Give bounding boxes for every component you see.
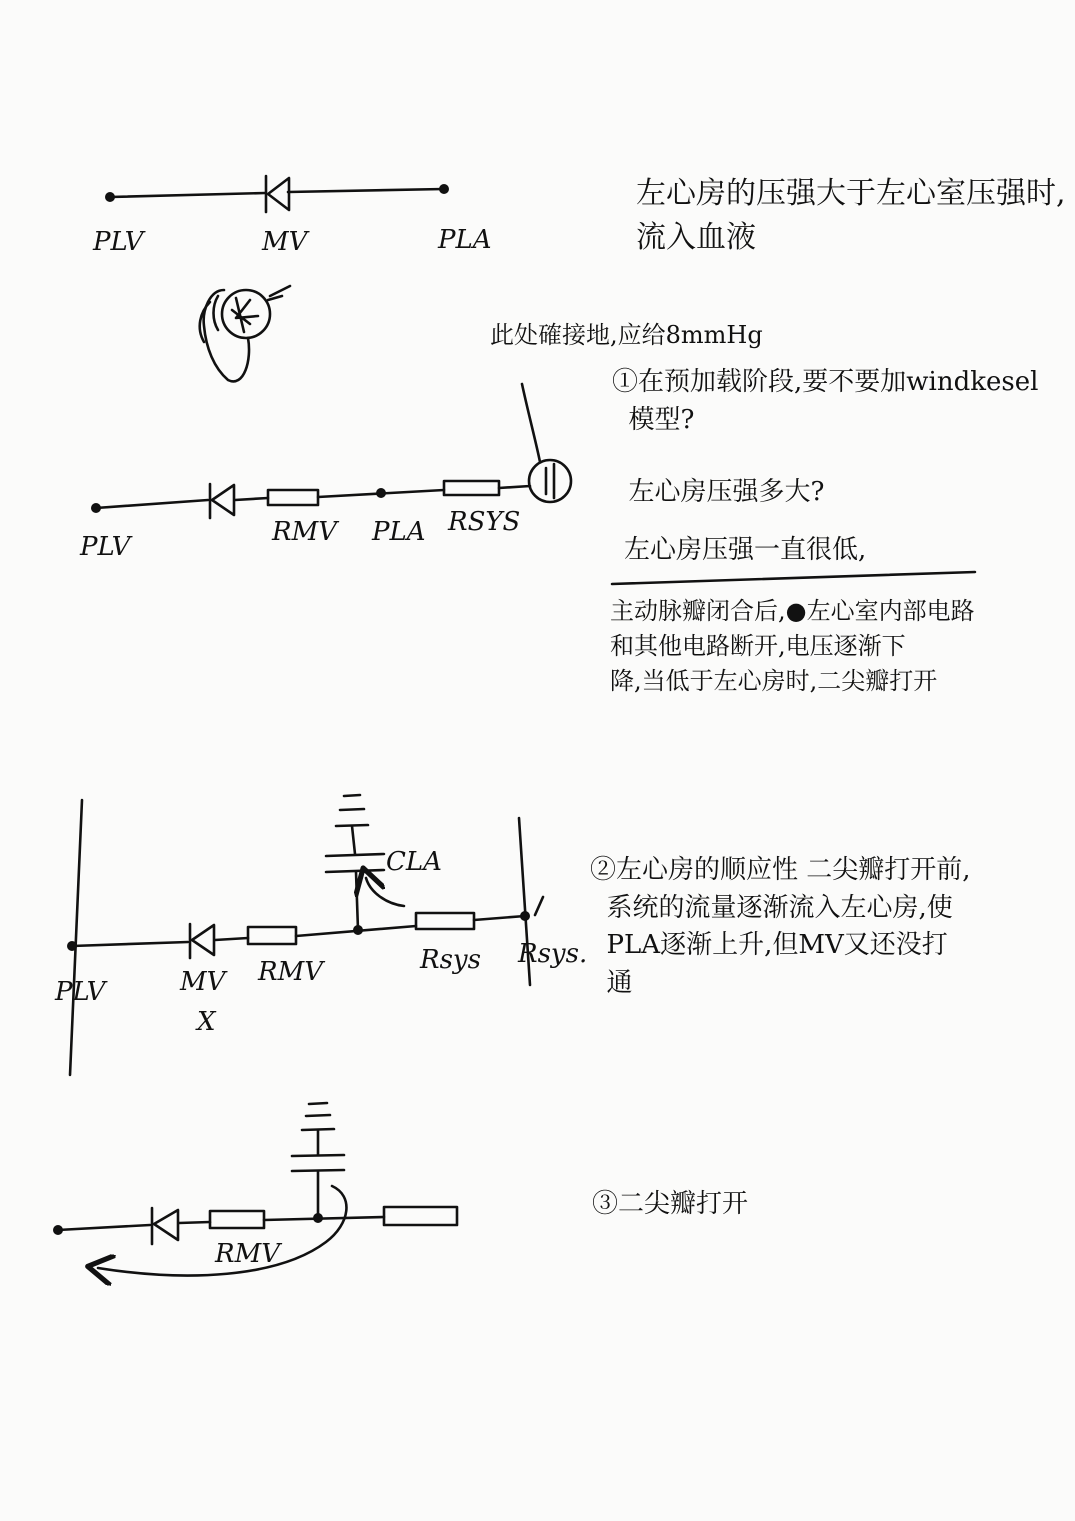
note-ground: 此处確接地,应给8mmHg	[490, 321, 763, 349]
resistor-rsys-icon	[416, 913, 474, 929]
node-dot	[314, 1214, 323, 1223]
wire	[58, 1225, 150, 1230]
tick-mark	[535, 897, 543, 915]
left-rail	[70, 800, 82, 1075]
diagram-1	[92, 176, 492, 257]
capacitor-icon	[292, 1103, 344, 1218]
divider-underline	[612, 572, 975, 584]
node-dot	[440, 185, 449, 194]
resistor-rmv-icon	[210, 1211, 264, 1228]
wire	[72, 942, 188, 946]
wire	[235, 498, 268, 500]
note-question-1: ①在预加载阶段,要不要加windkesel 模型?	[612, 367, 1039, 435]
node-dot	[521, 912, 530, 921]
wire	[215, 938, 248, 940]
diagram-3	[54, 795, 587, 1075]
capacitor-cla-icon	[326, 795, 384, 930]
wire	[474, 916, 525, 920]
label-rsys: Rsys	[420, 945, 481, 975]
node-dot	[92, 504, 101, 513]
voltage-source-icon	[529, 460, 571, 502]
callout-line	[522, 384, 540, 462]
mitral-valve-diode-icon	[266, 176, 289, 212]
label-rmv: RMV	[258, 957, 323, 987]
label-plv: PLV	[55, 977, 106, 1007]
node-dot	[106, 193, 115, 202]
note-diagram-4: ③二尖瓣打开	[592, 1189, 749, 1219]
label-pla: PLA	[372, 517, 426, 547]
label-x-mark: X	[197, 1007, 216, 1037]
label-plv: PLV	[80, 532, 131, 562]
label-rmv: RMV	[272, 517, 337, 547]
wire	[179, 1222, 210, 1223]
label-rmv: RMV	[215, 1239, 280, 1269]
note-diagram-3: ②左心房的顺应性 二尖瓣打开前, 系统的流量逐渐流入左心房,使 PLA逐渐上升,但MV又还没打 通	[590, 855, 971, 999]
mitral-valve-diode-icon	[152, 1208, 178, 1244]
node-dot	[354, 926, 363, 935]
diagram-4	[54, 1103, 458, 1275]
resistor-rsys-icon	[444, 481, 499, 495]
label-mv: MV	[262, 227, 308, 257]
resistor-rsys-icon	[384, 1207, 457, 1225]
note-diagram-1: 左心房的压强大于左心室压强时, 流入血液	[636, 176, 1066, 255]
label-mv: MV	[180, 967, 226, 997]
mitral-valve-diode-icon	[190, 924, 214, 958]
note-answer-1: 左心房压强一直很低,	[624, 535, 867, 565]
node-dot	[54, 1226, 63, 1235]
node-dot	[68, 942, 77, 951]
scribble-doodle	[200, 286, 290, 381]
wire	[499, 486, 530, 488]
node-dot	[377, 489, 386, 498]
resistor-rmv-icon	[268, 490, 318, 505]
wire	[96, 500, 208, 508]
mitral-valve-diode-icon	[210, 484, 234, 518]
wire	[264, 1217, 384, 1220]
resistor-rmv-icon	[248, 927, 296, 944]
note-question-2: 左心房压强多大?	[612, 477, 825, 507]
wire	[110, 193, 265, 197]
label-cla: CLA	[386, 847, 442, 877]
wire	[288, 189, 444, 192]
note-explanation: 主动脉瓣闭合后,●左心室内部电路 和其他电路断开,电压逐渐下 降,当低于左心房时,二尖瓣打开	[610, 597, 975, 695]
label-pla: PLA	[438, 225, 492, 255]
label-rsys: RSYS	[448, 507, 521, 537]
label-rsys-node: Rsys.	[518, 939, 588, 969]
label-plv: PLV	[93, 227, 144, 257]
current-arrow-icon	[366, 878, 404, 906]
